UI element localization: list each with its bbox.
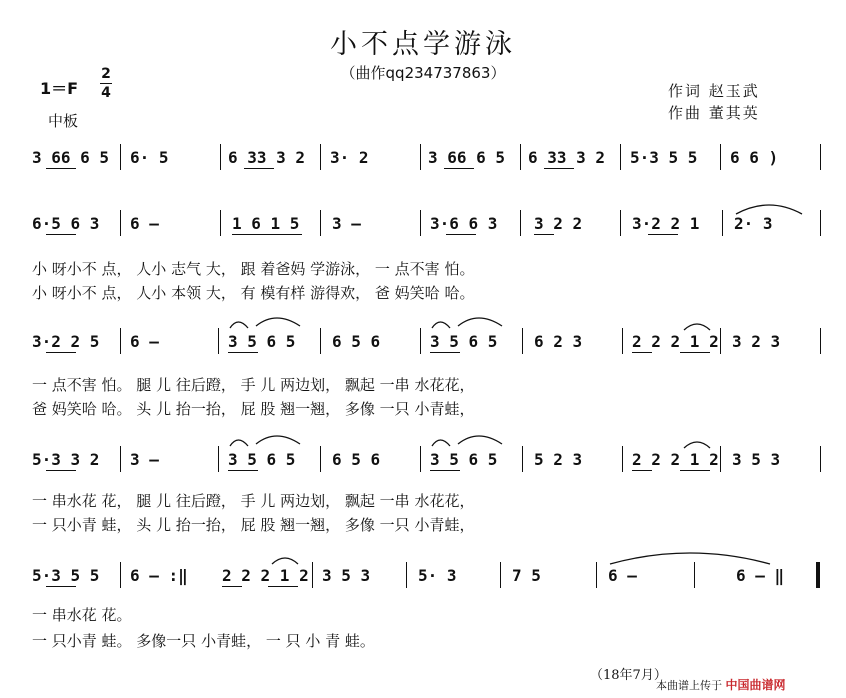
underline-beam [46, 352, 76, 353]
underline-beam [46, 586, 76, 587]
tie-arc [606, 548, 774, 566]
measure: 2· 3 [734, 214, 773, 233]
measure: 6 – [608, 566, 637, 585]
lyric-line-1: 一 串水花 花。 [32, 606, 132, 624]
slur-arc [428, 314, 508, 330]
barline [320, 328, 321, 354]
barline [820, 144, 821, 170]
measure: 3 5 6 5 [228, 332, 296, 351]
underline-beam [430, 470, 460, 471]
measure: 6 5 6 [332, 332, 381, 351]
slur-arc [226, 432, 306, 448]
measure: 3 5 6 5 [430, 332, 498, 351]
underline-beam [632, 470, 652, 471]
lyric-line-2: 一 只小青 蛙， 头 儿 抬一抬， 屁 股 翘一翘， 多像 一只 小青蛙， [32, 516, 475, 534]
upload-text: 本曲谱上传于 [656, 679, 722, 692]
barline [522, 446, 523, 472]
underline-beam [544, 168, 574, 169]
barline [120, 328, 121, 354]
measure: 6· 5 [130, 148, 169, 167]
key-signature: 1＝F [40, 79, 79, 98]
measure: 3 5 6 5 [228, 450, 296, 469]
barline [820, 210, 821, 236]
measure: 3·2 2 5 [32, 332, 100, 351]
measure: 3 5 6 5 [430, 450, 498, 469]
measure: 6 5 6 [332, 450, 381, 469]
barline [420, 446, 421, 472]
barline [720, 328, 721, 354]
barline [320, 144, 321, 170]
barline [312, 562, 313, 588]
underline-beam [46, 168, 76, 169]
measure: 6 – [130, 332, 159, 351]
measure: 3 – [130, 450, 159, 469]
barline [622, 328, 623, 354]
underline-beam [228, 470, 258, 471]
barline [120, 144, 121, 170]
footer-count: （18年7月） [590, 668, 667, 683]
barline [500, 562, 501, 588]
tempo-marking: 中板 [48, 112, 79, 130]
tie-arc [734, 200, 804, 216]
underline-beam [46, 234, 76, 235]
underline-beam [680, 352, 710, 353]
time-signature-top: 2 [101, 66, 111, 82]
measure: 3·2 2 1 [632, 214, 700, 233]
barline [522, 328, 523, 354]
slur-arc [226, 314, 306, 330]
watermark [656, 676, 786, 693]
final-barline [816, 562, 820, 588]
lyric-line-2: 爸 妈笑哈 哈。 头 儿 抬一抬， 屁 股 翘一翘， 多像 一只 小青蛙， [32, 400, 475, 418]
time-signature [100, 66, 112, 101]
measure: 3 2 2 [534, 214, 583, 233]
barline [220, 210, 221, 236]
barline [120, 562, 121, 588]
underline-beam [444, 168, 474, 169]
barline [320, 210, 321, 236]
underline-beam [244, 168, 274, 169]
barline [820, 446, 821, 472]
slur-arc [428, 432, 508, 448]
measure: 6 33 3 2 [228, 148, 306, 167]
measure: 6·5 6 3 [32, 214, 100, 233]
barline [120, 210, 121, 236]
slur-arc [268, 552, 302, 566]
barline [406, 562, 407, 588]
measure: 5· 3 [418, 566, 457, 585]
measure: 6 – :‖ [130, 566, 188, 585]
underline-beam [680, 470, 710, 471]
measure: 3 2 3 [732, 332, 781, 351]
lyric-line-1: 小 呀小不 点， 人小 志气 大， 跟 着爸妈 学游泳， 一 点不害 怕。 [32, 260, 475, 278]
barline [218, 328, 219, 354]
composer-credit: 作曲 董其英 [668, 104, 760, 122]
measure: 5·3 5 5 [630, 148, 698, 167]
measure: 3 66 6 5 [428, 148, 506, 167]
song-title: 小不点学游泳 [330, 29, 516, 60]
song-subtitle: （曲作qq234737863） [340, 64, 506, 82]
measure: 5·3 3 2 [32, 450, 100, 469]
lyric-line-1: 一 串水花 花， 腿 儿 往后蹬， 手 儿 两边划， 飘起 一串 水花花， [32, 492, 475, 510]
barline [620, 144, 621, 170]
barline [220, 144, 221, 170]
lyricist-credit: 作词 赵玉武 [668, 82, 760, 100]
lyric-line-2: 一 只小青 蛙。 多像一只 小青蛙， 一 只 小 青 蛙。 [32, 632, 375, 650]
site-logo: 中国曲谱网 [725, 678, 786, 692]
barline [218, 446, 219, 472]
slur-arc [680, 318, 714, 332]
barline [520, 144, 521, 170]
underline-beam [268, 586, 298, 587]
underline-beam [222, 586, 242, 587]
barline [596, 562, 597, 588]
underline-beam [632, 352, 652, 353]
barline [622, 446, 623, 472]
underline-beam [430, 352, 460, 353]
measure: 1 6 1 5 [232, 214, 300, 233]
slur-arc [680, 436, 714, 450]
measure: 2 2 2 1 2 [222, 566, 309, 585]
measure: 6 33 3 2 [528, 148, 606, 167]
measure: 7 5 [512, 566, 541, 585]
barline [722, 210, 723, 236]
underline-beam [228, 352, 258, 353]
measure: 2 2 2 1 2 [632, 332, 719, 351]
measure: 5·3 5 5 [32, 566, 100, 585]
measure: 3 5 3 [322, 566, 371, 585]
barline [120, 446, 121, 472]
barline [520, 210, 521, 236]
barline [820, 328, 821, 354]
measure: 3 5 3 [732, 450, 781, 469]
underline-beam [534, 234, 554, 235]
time-signature-bottom: 4 [101, 85, 111, 101]
barline [620, 210, 621, 236]
barline [720, 144, 721, 170]
barline [420, 210, 421, 236]
measure: 6 – [130, 214, 159, 233]
measure: 3 66 6 5 [32, 148, 110, 167]
barline [720, 446, 721, 472]
lyric-line-2: 小 呀小不 点， 人小 本领 大， 有 模有样 游得欢， 爸 妈笑哈 哈。 [32, 284, 475, 302]
underline-beam [648, 234, 678, 235]
measure: 6 6 ) [730, 148, 779, 167]
barline [320, 446, 321, 472]
barline [420, 144, 421, 170]
underline-beam [232, 234, 302, 235]
measure: 2 2 2 1 2 [632, 450, 719, 469]
measure: 6 2 3 [534, 332, 583, 351]
measure: 3· 2 [330, 148, 369, 167]
measure: 6 – ‖ [736, 566, 785, 585]
measure: 3 – [332, 214, 361, 233]
barline [420, 328, 421, 354]
measure: 5 2 3 [534, 450, 583, 469]
measure: 3·6 6 3 [430, 214, 498, 233]
underline-beam [446, 234, 476, 235]
lyric-line-1: 一 点不害 怕。 腿 儿 往后蹬， 手 儿 两边划， 飘起 一串 水花花， [32, 376, 475, 394]
underline-beam [46, 470, 76, 471]
